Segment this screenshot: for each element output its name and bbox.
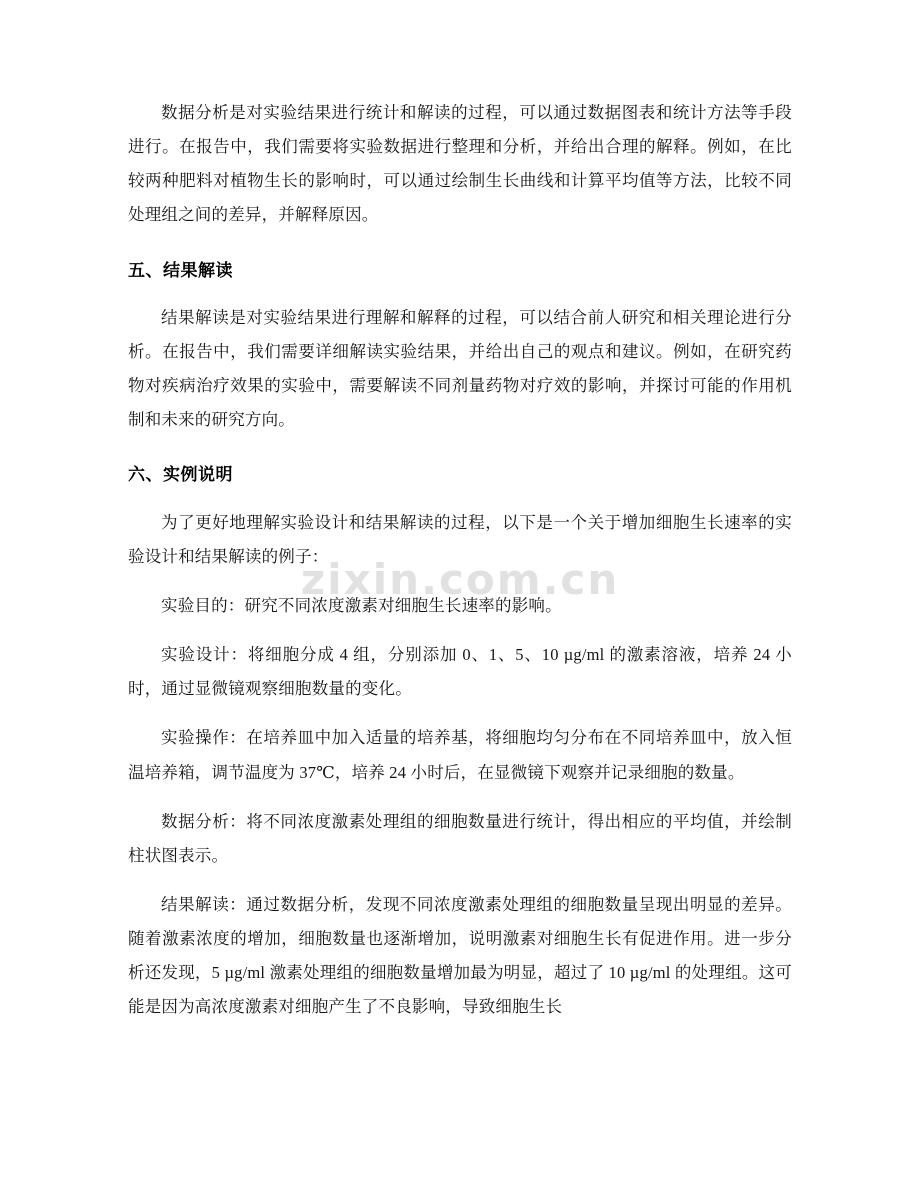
paragraph-example-intro: 为了更好地理解实验设计和结果解读的过程，以下是一个关于增加细胞生长速率的实验设计和结果解读的例子： [128,512,792,566]
paragraph-data-analysis: 数据分析是对实验结果进行统计和解读的过程，可以通过数据图表和统计方法等手段进行。在报告中，我们需要将实验数据进行整理和分析，并给出合理的解释。例如，在比较两种肥料对植物生长的影响时，可以通过绘制生长曲线和计算平均值等方法，比较不同处理组之间的差异，并解释原因。 [128,103,792,225]
paragraph-experiment-operation: 实验操作：在培养皿中加入适量的培养基，将细胞均匀分布在不同培养皿中，放入恒温培养箱，调节温度为 37℃，培养 24 小时后，在显微镜下观察并记录细胞的数量。 [128,728,792,782]
document-body [128,96,792,1025]
paragraph-experiment-design: 实验设计：将细胞分成 4 组，分别添加 0、1、5、10 µg/ml 的激素溶液，培养 24 小时，通过显微镜观察细胞数量的变化。 [128,645,792,699]
paragraph-experiment-purpose: 实验目的：研究不同浓度激素对细胞生长速率的影响。 [161,596,562,615]
watermark: zixin.com.cn [300,555,620,604]
paragraph-experiment-result-interpretation: 结果解读：通过数据分析，发现不同浓度激素处理组的细胞数量呈现出明显的差异。随着激素浓度的增加，细胞数量也逐渐增加，说明激素对细胞生长有促进作用。进一步分析还发现，5 µg/ml 激素处理组的细胞数量增加最为明显，超过了 10 µg/ml 的处理组。这可能是因为高浓度激素对细胞产生了不良影响，导致细胞生长 [128,894,792,1017]
paragraph-result-interpretation: 结果解读是对实验结果进行理解和解释的过程，可以结合前人研究和相关理论进行分析。在报告中，我们需要详细解读实验结果，并给出自己的观点和建议。例如，在研究药物对疾病治疗效果的实验中，需要解读不同剂量药物对疗效的影响，并探讨可能的作用机制和未来的研究方向。 [128,307,792,430]
section-heading-five: 五、结果解读 [128,260,233,281]
section-heading-six: 六、实例说明 [128,465,233,486]
paragraph-experiment-data-analysis: 数据分析：将不同浓度激素处理组的细胞数量进行统计，得出相应的平均值，并绘制柱状图表示。 [128,811,792,865]
